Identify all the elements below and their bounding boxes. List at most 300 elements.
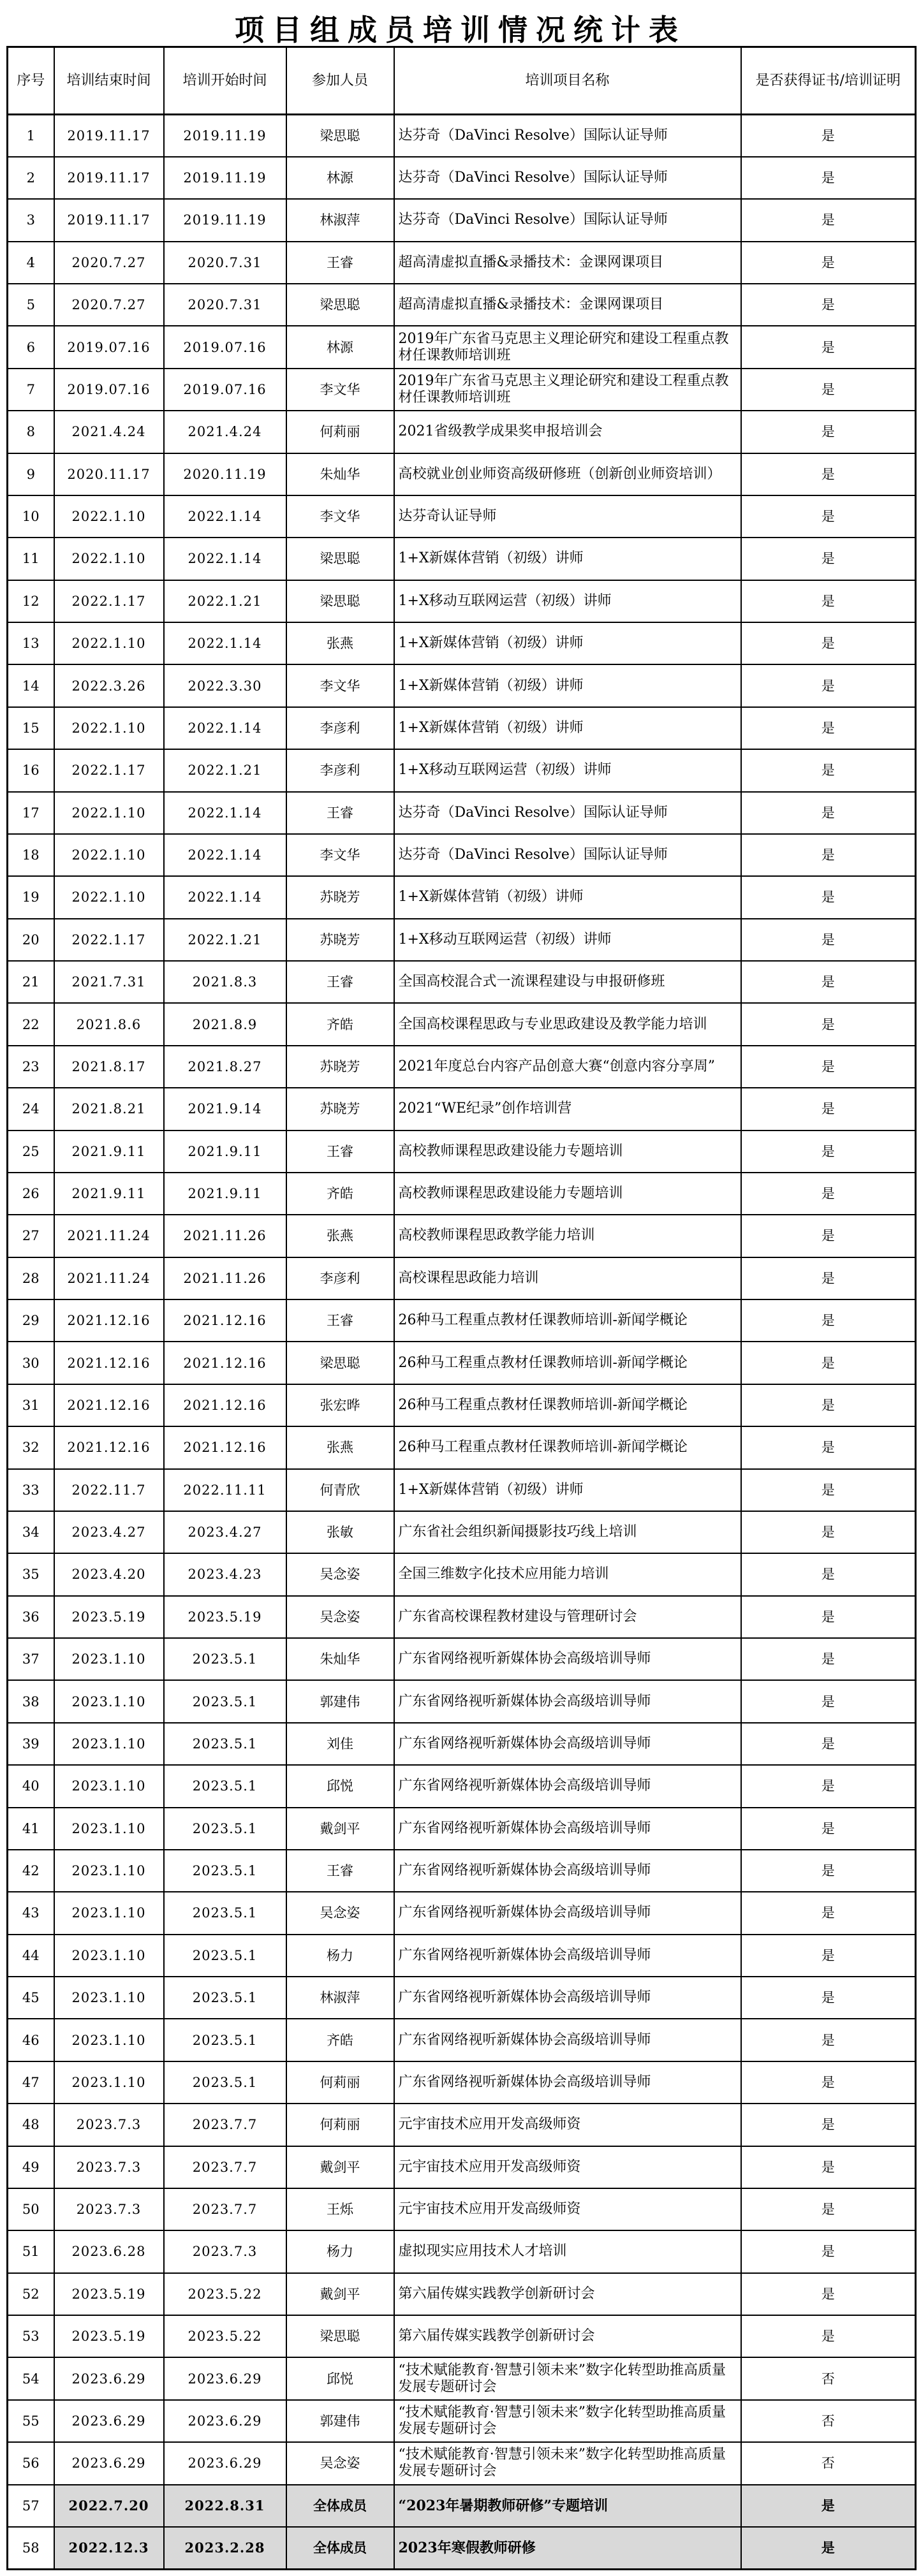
participant-cell: 全体成员	[286, 2527, 394, 2569]
start-date-cell: 2022.1.14	[164, 707, 286, 749]
end-date-cell: 2021.11.24	[54, 1215, 164, 1257]
participant-cell: 李文华	[286, 495, 394, 538]
start-date-cell: 2022.8.31	[164, 2485, 286, 2527]
table-row	[8, 242, 916, 284]
start-date-cell: 2023.5.1	[164, 1850, 286, 1892]
participant-cell: 郭建伟	[286, 2400, 394, 2442]
header-project-name: 培训项目名称	[394, 47, 741, 115]
start-date-cell: 2021.8.27	[164, 1046, 286, 1088]
start-date-cell: 2021.11.26	[164, 1215, 286, 1257]
row-number-cell: 13	[8, 622, 54, 664]
end-date-cell: 2021.12.16	[54, 1426, 164, 1468]
project-name-cell: 达芬奇（DaVinci Resolve）国际认证导师	[394, 115, 741, 157]
certificate-status-cell: 是	[741, 1680, 916, 1722]
project-name-cell: 广东省网络视听新媒体协会高级培训导师	[394, 1850, 741, 1892]
row-number-cell: 37	[8, 1638, 54, 1680]
table-row	[8, 2442, 916, 2484]
table-row	[8, 1469, 916, 1511]
end-date-cell: 2021.11.24	[54, 1257, 164, 1299]
row-number-cell: 8	[8, 411, 54, 453]
table-row	[8, 453, 916, 495]
end-date-cell: 2023.7.3	[54, 2188, 164, 2230]
row-number-cell: 45	[8, 1977, 54, 2019]
certificate-status-cell: 是	[741, 538, 916, 580]
table-row	[8, 1215, 916, 1257]
end-date-cell: 2023.7.3	[54, 2146, 164, 2188]
project-name-cell: 广东省网络视听新媒体协会高级培训导师	[394, 1977, 741, 2019]
row-number-cell: 7	[8, 369, 54, 411]
certificate-status-cell: 是	[741, 411, 916, 453]
end-date-cell: 2023.6.29	[54, 2357, 164, 2399]
participant-cell: 梁思聪	[286, 2315, 394, 2357]
certificate-status-cell: 是	[741, 2485, 916, 2527]
row-number-cell: 3	[8, 199, 54, 241]
project-name-cell: 1+X新媒体营销（初级）讲师	[394, 707, 741, 749]
end-date-cell: 2019.07.16	[54, 369, 164, 411]
end-date-cell: 2022.1.17	[54, 749, 164, 791]
participant-cell: 李彦利	[286, 1257, 394, 1299]
row-number-cell: 14	[8, 664, 54, 706]
table-row	[8, 2357, 916, 2399]
row-number-cell: 24	[8, 1088, 54, 1130]
project-name-cell: 1+X新媒体营销（初级）讲师	[394, 1469, 741, 1511]
row-number-cell: 10	[8, 495, 54, 538]
participant-cell: 李文华	[286, 664, 394, 706]
row-number-cell: 57	[8, 2485, 54, 2527]
certificate-status-cell: 是	[741, 115, 916, 157]
end-date-cell: 2023.1.10	[54, 1850, 164, 1892]
table-header	[8, 47, 916, 115]
certificate-status-cell: 是	[741, 1215, 916, 1257]
start-date-cell: 2022.3.30	[164, 664, 286, 706]
participant-cell: 吴念姿	[286, 1892, 394, 1934]
project-name-cell: 1+X移动互联网运营（初级）讲师	[394, 919, 741, 961]
end-date-cell: 2020.7.27	[54, 242, 164, 284]
table-row	[8, 199, 916, 241]
project-name-cell: 广东省网络视听新媒体协会高级培训导师	[394, 1638, 741, 1680]
start-date-cell: 2021.12.16	[164, 1384, 286, 1426]
certificate-status-cell: 是	[741, 326, 916, 368]
table-row	[8, 2527, 916, 2569]
row-number-cell: 27	[8, 1215, 54, 1257]
participant-cell: 齐皓	[286, 2019, 394, 2061]
participant-cell: 吴念姿	[286, 1553, 394, 1595]
row-number-cell: 22	[8, 1003, 54, 1045]
certificate-status-cell: 是	[741, 495, 916, 538]
project-name-cell: 1+X新媒体营销（初级）讲师	[394, 622, 741, 664]
table-row	[8, 2104, 916, 2146]
start-date-cell: 2023.5.1	[164, 1808, 286, 1850]
row-number-cell: 39	[8, 1723, 54, 1765]
end-date-cell: 2023.1.10	[54, 1977, 164, 2019]
table-row	[8, 538, 916, 580]
participant-cell: 梁思聪	[286, 1342, 394, 1384]
project-name-cell: 高校教师课程思政教学能力培训	[394, 1215, 741, 1257]
certificate-status-cell: 是	[741, 919, 916, 961]
end-date-cell: 2023.6.29	[54, 2400, 164, 2442]
start-date-cell: 2021.8.9	[164, 1003, 286, 1045]
participant-cell: 林淑萍	[286, 1977, 394, 2019]
row-number-cell: 26	[8, 1173, 54, 1215]
participant-cell: 齐皓	[286, 1003, 394, 1045]
participant-cell: 王睿	[286, 961, 394, 1003]
project-name-cell: 1+X移动互联网运营（初级）讲师	[394, 580, 741, 622]
row-number-cell: 17	[8, 792, 54, 834]
participant-cell: 王睿	[286, 1299, 394, 1342]
project-name-cell: 26种马工程重点教材任课教师培训-新闻学概论	[394, 1342, 741, 1384]
participant-cell: 李彦利	[286, 707, 394, 749]
certificate-status-cell: 是	[741, 1850, 916, 1892]
table-row	[8, 580, 916, 622]
certificate-status-cell: 是	[741, 242, 916, 284]
project-name-cell: 超高清虚拟直播&录播技术：金课网课项目	[394, 242, 741, 284]
project-name-cell: 达芬奇（DaVinci Resolve）国际认证导师	[394, 792, 741, 834]
participant-cell: 何莉丽	[286, 411, 394, 453]
certificate-status-cell: 是	[741, 1808, 916, 1850]
project-name-cell: 广东省网络视听新媒体协会高级培训导师	[394, 2019, 741, 2061]
project-name-cell: 元宇宙技术应用开发高级师资	[394, 2188, 741, 2230]
participant-cell: 何莉丽	[286, 2061, 394, 2104]
end-date-cell: 2022.3.26	[54, 664, 164, 706]
end-date-cell: 2022.1.10	[54, 834, 164, 876]
certificate-status-cell: 否	[741, 2357, 916, 2399]
row-number-cell: 38	[8, 1680, 54, 1722]
project-name-cell: 全国高校混合式一流课程建设与申报研修班	[394, 961, 741, 1003]
project-name-cell: 26种马工程重点教材任课教师培训-新闻学概论	[394, 1426, 741, 1468]
table-row	[8, 2188, 916, 2230]
table-row	[8, 2061, 916, 2104]
project-name-cell: 广东省高校课程教材建设与管理研讨会	[394, 1596, 741, 1638]
table-row	[8, 1088, 916, 1130]
start-date-cell: 2023.5.1	[164, 1892, 286, 1934]
start-date-cell: 2022.1.14	[164, 792, 286, 834]
certificate-status-cell: 是	[741, 2061, 916, 2104]
project-name-cell: 广东省社会组织新闻摄影技巧线上培训	[394, 1511, 741, 1553]
row-number-cell: 47	[8, 2061, 54, 2104]
row-number-cell: 43	[8, 1892, 54, 1934]
end-date-cell: 2021.12.16	[54, 1342, 164, 1384]
certificate-status-cell: 是	[741, 2230, 916, 2272]
project-name-cell: “技术赋能教育·智慧引领未来”数字化转型助推高质量发展专题研讨会	[394, 2357, 741, 2399]
start-date-cell: 2022.11.11	[164, 1469, 286, 1511]
project-name-cell: 2021年度总台内容产品创意大赛“创意内容分享周”	[394, 1046, 741, 1088]
end-date-cell: 2023.5.19	[54, 2273, 164, 2315]
row-number-cell: 44	[8, 1935, 54, 1977]
participant-cell: 朱灿华	[286, 1638, 394, 1680]
certificate-status-cell: 是	[741, 1046, 916, 1088]
project-name-cell: 达芬奇（DaVinci Resolve）国际认证导师	[394, 834, 741, 876]
row-number-cell: 29	[8, 1299, 54, 1342]
start-date-cell: 2023.5.1	[164, 1638, 286, 1680]
start-date-cell: 2020.7.31	[164, 242, 286, 284]
row-number-cell: 5	[8, 284, 54, 326]
certificate-status-cell: 是	[741, 1765, 916, 1807]
row-number-cell: 50	[8, 2188, 54, 2230]
participant-cell: 林源	[286, 157, 394, 199]
end-date-cell: 2023.1.10	[54, 1723, 164, 1765]
certificate-status-cell: 是	[741, 792, 916, 834]
certificate-status-cell: 是	[741, 2527, 916, 2569]
start-date-cell: 2023.5.1	[164, 2061, 286, 2104]
table-row	[8, 1131, 916, 1173]
certificate-status-cell: 否	[741, 2442, 916, 2484]
project-name-cell: “2023年暑期教师研修”专题培训	[394, 2485, 741, 2527]
participant-cell: 王烁	[286, 2188, 394, 2230]
table-row	[8, 1850, 916, 1892]
participant-cell: 王睿	[286, 1131, 394, 1173]
end-date-cell: 2020.11.17	[54, 453, 164, 495]
end-date-cell: 2021.12.16	[54, 1299, 164, 1342]
row-number-cell: 1	[8, 115, 54, 157]
table-row	[8, 2273, 916, 2315]
end-date-cell: 2022.1.10	[54, 876, 164, 918]
row-number-cell: 56	[8, 2442, 54, 2484]
project-name-cell: 广东省网络视听新媒体协会高级培训导师	[394, 2061, 741, 2104]
table-row	[8, 834, 916, 876]
start-date-cell: 2023.5.19	[164, 1596, 286, 1638]
project-name-cell: 全国三维数字化技术应用能力培训	[394, 1553, 741, 1595]
table-row	[8, 1511, 916, 1553]
participant-cell: 李彦利	[286, 749, 394, 791]
table-row	[8, 2400, 916, 2442]
participant-cell: 杨力	[286, 2230, 394, 2272]
row-number-cell: 23	[8, 1046, 54, 1088]
end-date-cell: 2021.9.11	[54, 1131, 164, 1173]
start-date-cell: 2023.7.7	[164, 2146, 286, 2188]
table-row	[8, 749, 916, 791]
row-number-cell: 36	[8, 1596, 54, 1638]
row-number-cell: 12	[8, 580, 54, 622]
row-number-cell: 42	[8, 1850, 54, 1892]
certificate-status-cell: 是	[741, 2273, 916, 2315]
table-row	[8, 326, 916, 368]
table-row	[8, 1384, 916, 1426]
table-row	[8, 157, 916, 199]
project-name-cell: 2021省级教学成果奖申报培训会	[394, 411, 741, 453]
certificate-status-cell: 是	[741, 1173, 916, 1215]
end-date-cell: 2023.1.10	[54, 1638, 164, 1680]
certificate-status-cell: 是	[741, 2104, 916, 2146]
end-date-cell: 2023.1.10	[54, 1808, 164, 1850]
row-number-cell: 30	[8, 1342, 54, 1384]
row-number-cell: 6	[8, 326, 54, 368]
certificate-status-cell: 否	[741, 2400, 916, 2442]
participant-cell: 戴剑平	[286, 2273, 394, 2315]
project-name-cell: 第六届传媒实践教学创新研讨会	[394, 2273, 741, 2315]
start-date-cell: 2023.7.7	[164, 2188, 286, 2230]
row-number-cell: 16	[8, 749, 54, 791]
header-row-number: 序号	[8, 47, 54, 115]
end-date-cell: 2019.11.17	[54, 199, 164, 241]
participant-cell: 梁思聪	[286, 580, 394, 622]
start-date-cell: 2023.5.1	[164, 1977, 286, 2019]
project-name-cell: 2021“WE纪录”创作培训营	[394, 1088, 741, 1130]
table-row	[8, 707, 916, 749]
project-name-cell: 1+X移动互联网运营（初级）讲师	[394, 749, 741, 791]
participant-cell: 苏晓芳	[286, 919, 394, 961]
row-number-cell: 52	[8, 2273, 54, 2315]
start-date-cell: 2022.1.21	[164, 749, 286, 791]
header-end-date: 培训结束时间	[54, 47, 164, 115]
start-date-cell: 2023.5.22	[164, 2315, 286, 2357]
table-row	[8, 2019, 916, 2061]
certificate-status-cell: 是	[741, 749, 916, 791]
row-number-cell: 49	[8, 2146, 54, 2188]
table-row	[8, 1680, 916, 1722]
certificate-status-cell: 是	[741, 1935, 916, 1977]
end-date-cell: 2019.07.16	[54, 326, 164, 368]
table-row	[8, 284, 916, 326]
header-participant: 参加人员	[286, 47, 394, 115]
participant-cell: 齐皓	[286, 1173, 394, 1215]
table-row	[8, 1638, 916, 1680]
certificate-status-cell: 是	[741, 1088, 916, 1130]
certificate-status-cell: 是	[741, 1342, 916, 1384]
project-name-cell: 高校教师课程思政建设能力专题培训	[394, 1173, 741, 1215]
certificate-status-cell: 是	[741, 1723, 916, 1765]
participant-cell: 王睿	[286, 1850, 394, 1892]
certificate-status-cell: 是	[741, 1638, 916, 1680]
participant-cell: 苏晓芳	[286, 1046, 394, 1088]
participant-cell: 张燕	[286, 1426, 394, 1468]
table-row	[8, 411, 916, 453]
start-date-cell: 2019.07.16	[164, 369, 286, 411]
end-date-cell: 2023.1.10	[54, 2061, 164, 2104]
start-date-cell: 2021.9.11	[164, 1131, 286, 1173]
end-date-cell: 2023.4.27	[54, 1511, 164, 1553]
certificate-status-cell: 是	[741, 1596, 916, 1638]
table-row	[8, 2315, 916, 2357]
end-date-cell: 2021.8.6	[54, 1003, 164, 1045]
start-date-cell: 2023.5.1	[164, 1680, 286, 1722]
certificate-status-cell: 是	[741, 453, 916, 495]
table-row	[8, 495, 916, 538]
start-date-cell: 2022.1.14	[164, 622, 286, 664]
row-number-cell: 18	[8, 834, 54, 876]
row-number-cell: 31	[8, 1384, 54, 1426]
start-date-cell: 2023.5.1	[164, 2019, 286, 2061]
project-name-cell: 广东省网络视听新媒体协会高级培训导师	[394, 1765, 741, 1807]
project-name-cell: 广东省网络视听新媒体协会高级培训导师	[394, 1808, 741, 1850]
table-row	[8, 876, 916, 918]
certificate-status-cell: 是	[741, 1384, 916, 1426]
start-date-cell: 2023.5.22	[164, 2273, 286, 2315]
table-row	[8, 961, 916, 1003]
project-name-cell: 广东省网络视听新媒体协会高级培训导师	[394, 1680, 741, 1722]
row-number-cell: 41	[8, 1808, 54, 1850]
table-row	[8, 1299, 916, 1342]
start-date-cell: 2021.12.16	[164, 1299, 286, 1342]
end-date-cell: 2023.5.19	[54, 1596, 164, 1638]
start-date-cell: 2023.7.7	[164, 2104, 286, 2146]
certificate-status-cell: 是	[741, 1977, 916, 2019]
page-title: 项目组成员培训情况统计表	[235, 13, 686, 47]
table-row	[8, 1257, 916, 1299]
participant-cell: 杨力	[286, 1935, 394, 1977]
row-number-cell: 9	[8, 453, 54, 495]
end-date-cell: 2023.6.28	[54, 2230, 164, 2272]
participant-cell: 李文华	[286, 834, 394, 876]
end-date-cell: 2021.8.21	[54, 1088, 164, 1130]
project-name-cell: 2019年广东省马克思主义理论研究和建设工程重点教材任课教师培训班	[394, 369, 741, 411]
start-date-cell: 2023.5.1	[164, 1935, 286, 1977]
row-number-cell: 51	[8, 2230, 54, 2272]
certificate-status-cell: 是	[741, 284, 916, 326]
participant-cell: 郭建伟	[286, 1680, 394, 1722]
row-number-cell: 21	[8, 961, 54, 1003]
certificate-status-cell: 是	[741, 664, 916, 706]
end-date-cell: 2022.1.10	[54, 792, 164, 834]
end-date-cell: 2022.11.7	[54, 1469, 164, 1511]
participant-cell: 苏晓芳	[286, 1088, 394, 1130]
project-name-cell: 26种马工程重点教材任课教师培训-新闻学概论	[394, 1384, 741, 1426]
start-date-cell: 2023.2.28	[164, 2527, 286, 2569]
table-row	[8, 2485, 916, 2527]
participant-cell: 张宏晔	[286, 1384, 394, 1426]
participant-cell: 朱灿华	[286, 453, 394, 495]
row-number-cell: 20	[8, 919, 54, 961]
project-name-cell: 高校教师课程思政建设能力专题培训	[394, 1131, 741, 1173]
row-number-cell: 28	[8, 1257, 54, 1299]
project-name-cell: 广东省网络视听新媒体协会高级培训导师	[394, 1935, 741, 1977]
certificate-status-cell: 是	[741, 1469, 916, 1511]
table-row	[8, 1003, 916, 1045]
end-date-cell: 2021.8.17	[54, 1046, 164, 1088]
table-row	[8, 1723, 916, 1765]
participant-cell: 吴念姿	[286, 2442, 394, 2484]
start-date-cell: 2022.1.14	[164, 834, 286, 876]
start-date-cell: 2021.11.26	[164, 1257, 286, 1299]
project-name-cell: 虚拟现实应用技术人才培训	[394, 2230, 741, 2272]
project-name-cell: 元宇宙技术应用开发高级师资	[394, 2146, 741, 2188]
start-date-cell: 2019.07.16	[164, 326, 286, 368]
project-name-cell: 26种马工程重点教材任课教师培训-新闻学概论	[394, 1299, 741, 1342]
row-number-cell: 2	[8, 157, 54, 199]
certificate-status-cell: 是	[741, 2188, 916, 2230]
participant-cell: 王睿	[286, 792, 394, 834]
project-name-cell: 元宇宙技术应用开发高级师资	[394, 2104, 741, 2146]
project-name-cell: 1+X新媒体营销（初级）讲师	[394, 876, 741, 918]
project-name-cell: 2023年寒假教师研修	[394, 2527, 741, 2569]
end-date-cell: 2023.7.3	[54, 2104, 164, 2146]
project-name-cell: “技术赋能教育·智慧引领未来”数字化转型助推高质量发展专题研讨会	[394, 2442, 741, 2484]
table-row	[8, 1935, 916, 1977]
table-row	[8, 2230, 916, 2272]
table-row	[8, 2146, 916, 2188]
certificate-status-cell: 是	[741, 2146, 916, 2188]
row-number-cell: 48	[8, 2104, 54, 2146]
end-date-cell: 2023.5.19	[54, 2315, 164, 2357]
table-row	[8, 369, 916, 411]
certificate-status-cell: 是	[741, 1511, 916, 1553]
participant-cell: 邱悦	[286, 1765, 394, 1807]
start-date-cell: 2023.6.29	[164, 2357, 286, 2399]
participant-cell: 李文华	[286, 369, 394, 411]
start-date-cell: 2021.4.24	[164, 411, 286, 453]
start-date-cell: 2020.11.19	[164, 453, 286, 495]
start-date-cell: 2023.5.1	[164, 1723, 286, 1765]
certificate-status-cell: 是	[741, 707, 916, 749]
certificate-status-cell: 是	[741, 369, 916, 411]
header-certificate-status: 是否获得证书/培训证明	[741, 47, 916, 115]
start-date-cell: 2019.11.19	[164, 157, 286, 199]
table-row	[8, 1046, 916, 1088]
end-date-cell: 2021.12.16	[54, 1384, 164, 1426]
project-name-cell: 达芬奇认证导师	[394, 495, 741, 538]
start-date-cell: 2020.7.31	[164, 284, 286, 326]
start-date-cell: 2021.12.16	[164, 1342, 286, 1384]
participant-cell: 刘佳	[286, 1723, 394, 1765]
